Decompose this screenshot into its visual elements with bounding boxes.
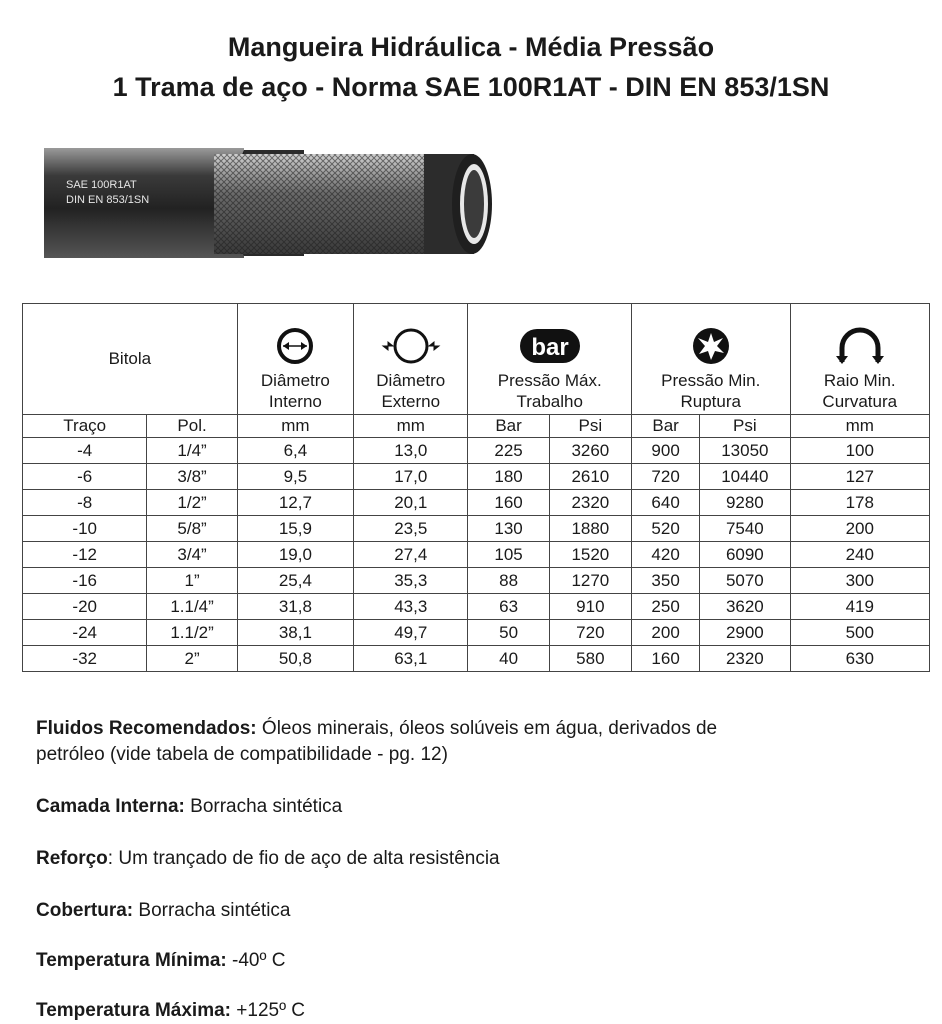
table-cell: 127 (790, 464, 930, 490)
table-cell: 500 (790, 620, 930, 646)
table-cell: 1.1/4” (147, 594, 237, 620)
tmax-label: Temperatura Máxima: (36, 1000, 231, 1021)
table-cell: 1270 (549, 568, 631, 594)
table-row (23, 568, 930, 594)
units-row (23, 415, 930, 438)
table-cell: 2320 (549, 490, 631, 516)
table-cell: 250 (631, 594, 699, 620)
table-cell: 50,8 (237, 646, 353, 672)
table-cell: 225 (468, 438, 549, 464)
table-cell: 630 (790, 646, 930, 672)
tmin-label: Temperatura Mínima: (36, 950, 227, 971)
table-cell: 720 (631, 464, 699, 490)
reforco-line (36, 846, 896, 872)
header-diametro-externo (354, 304, 468, 415)
table-cell: -4 (23, 438, 147, 464)
camada-value: Borracha sintética (184, 796, 343, 817)
table-cell: 1/2” (147, 490, 237, 516)
table-cell: 10440 (700, 464, 790, 490)
table-cell: 240 (790, 542, 930, 568)
table-cell: 100 (790, 438, 930, 464)
table-cell: 49,7 (354, 620, 468, 646)
bend-radius-icon (832, 326, 888, 366)
table-cell: 200 (631, 620, 699, 646)
fluidos-line (36, 716, 896, 768)
table-cell: 12,7 (237, 490, 353, 516)
table-cell: 43,3 (354, 594, 468, 620)
table-cell: -20 (23, 594, 147, 620)
table-cell: 1.1/2” (147, 620, 237, 646)
tmin-line (36, 948, 896, 974)
table-cell: 3260 (549, 438, 631, 464)
table-cell: 35,3 (354, 568, 468, 594)
unit-cell: mm (354, 415, 468, 438)
table-cell: 88 (468, 568, 549, 594)
table-cell: 2320 (700, 646, 790, 672)
table-cell: 1/4” (147, 438, 237, 464)
header-bitola (23, 304, 238, 415)
header-diametro-interno (237, 304, 353, 415)
table-cell: 580 (549, 646, 631, 672)
unit-cell: Bar (631, 415, 699, 438)
table-cell: 6090 (700, 542, 790, 568)
outer-diameter-icon (381, 326, 441, 366)
table-cell: 40 (468, 646, 549, 672)
table-cell: 1880 (549, 516, 631, 542)
header-raio-min (790, 304, 930, 415)
table-cell: 63 (468, 594, 549, 620)
tmax-line (36, 998, 896, 1024)
table-cell: -24 (23, 620, 147, 646)
page-title: Mangueira Hidráulica - Média Pressão (227, 32, 715, 62)
table-cell: 160 (468, 490, 549, 516)
cobertura-value: Borracha sintética (133, 900, 291, 921)
burst-icon (690, 326, 732, 366)
table-cell: 3/8” (147, 464, 237, 490)
table-body (23, 438, 930, 672)
table-cell: 9,5 (237, 464, 353, 490)
table-cell: 15,9 (237, 516, 353, 542)
table-row (23, 620, 930, 646)
header-pressao-max (468, 304, 632, 415)
table-cell: 420 (631, 542, 699, 568)
table-cell: 19,0 (237, 542, 353, 568)
table-cell: -12 (23, 542, 147, 568)
table-cell: 31,8 (237, 594, 353, 620)
table-cell: 13,0 (354, 438, 468, 464)
table-cell: 27,4 (354, 542, 468, 568)
table-row (23, 542, 930, 568)
table-row (23, 438, 930, 464)
table-cell: 2900 (700, 620, 790, 646)
table-cell: 300 (790, 568, 930, 594)
table-cell: -16 (23, 568, 147, 594)
camada-line (36, 794, 896, 820)
fluidos-value-2: petróleo (vide tabela de compatibilidade - pg. 12) (36, 744, 448, 765)
diametro-externo-label: Diâmetro Externo (376, 371, 446, 411)
bitola-label: Bitola (108, 349, 152, 368)
unit-cell: Pol. (147, 415, 237, 438)
table-cell: 3/4” (147, 542, 237, 568)
table-row (23, 490, 930, 516)
table-cell: 38,1 (237, 620, 353, 646)
table-cell: -6 (23, 464, 147, 490)
tmin-value: -40º C (226, 950, 286, 971)
table-cell: -8 (23, 490, 147, 516)
table-cell: 105 (468, 542, 549, 568)
table-cell: 20,1 (354, 490, 468, 516)
table-cell: 7540 (700, 516, 790, 542)
table-cell: 1520 (549, 542, 631, 568)
fluidos-value-1: Óleos minerais, óleos solúveis em água, derivados de (256, 718, 718, 739)
table-cell: 50 (468, 620, 549, 646)
table-cell: 350 (631, 568, 699, 594)
table-cell: 6,4 (237, 438, 353, 464)
table-cell: 640 (631, 490, 699, 516)
table-row (23, 516, 930, 542)
page-subtitle: 1 Trama de aço - Norma SAE 100R1AT - DIN EN 853/1SN (112, 72, 830, 102)
diametro-interno-label: Diâmetro Interno (260, 371, 330, 411)
table-cell: 419 (790, 594, 930, 620)
table-cell: -32 (23, 646, 147, 672)
table-cell: 180 (468, 464, 549, 490)
hose-image (44, 146, 494, 262)
table-cell: 178 (790, 490, 930, 516)
reforco-label: Reforço (36, 848, 108, 869)
table-cell: 2” (147, 646, 237, 672)
inner-diameter-icon (274, 326, 316, 366)
reforco-value: : Um trançado de fio de aço de alta resistência (107, 848, 500, 869)
table-cell: 25,4 (237, 568, 353, 594)
bar-pressure-icon (514, 326, 586, 366)
unit-cell: Psi (549, 415, 631, 438)
unit-cell: Psi (700, 415, 790, 438)
table-cell: 900 (631, 438, 699, 464)
table-cell: 17,0 (354, 464, 468, 490)
tmax-value: +125º C (231, 1000, 306, 1021)
unit-cell: mm (237, 415, 353, 438)
table-cell: 910 (549, 594, 631, 620)
table-row (23, 646, 930, 672)
table-cell: 520 (631, 516, 699, 542)
table-cell: 130 (468, 516, 549, 542)
table-cell: 5/8” (147, 516, 237, 542)
table-cell: -10 (23, 516, 147, 542)
table-cell: 160 (631, 646, 699, 672)
table-cell: 3620 (700, 594, 790, 620)
table-cell: 1” (147, 568, 237, 594)
spec-table (22, 303, 930, 672)
hose-print-line1: SAE 100R1AT (66, 179, 137, 191)
raio-min-label: Raio Min. Curvatura (822, 371, 898, 411)
cobertura-label: Cobertura: (36, 900, 134, 921)
unit-cell: mm (790, 415, 930, 438)
header-pressao-min (631, 304, 790, 415)
hose-print-line2: DIN EN 853/1SN (66, 194, 150, 206)
table-cell: 2610 (549, 464, 631, 490)
pressao-min-label: Pressão Min. Ruptura (661, 371, 761, 411)
camada-label: Camada Interna: (36, 796, 185, 817)
table-row (23, 464, 930, 490)
cobertura-line (36, 898, 896, 924)
unit-cell: Traço (23, 415, 147, 438)
table-cell: 720 (549, 620, 631, 646)
table-row (23, 594, 930, 620)
fluidos-label: Fluidos Recomendados: (36, 718, 257, 739)
pressao-max-label: Pressão Máx. Trabalho (497, 371, 602, 411)
table-cell: 63,1 (354, 646, 468, 672)
table-cell: 13050 (700, 438, 790, 464)
table-cell: 9280 (700, 490, 790, 516)
table-cell: 200 (790, 516, 930, 542)
unit-cell: Bar (468, 415, 549, 438)
table-cell: 23,5 (354, 516, 468, 542)
bar-icon-text: bar (531, 334, 569, 361)
table-cell: 5070 (700, 568, 790, 594)
